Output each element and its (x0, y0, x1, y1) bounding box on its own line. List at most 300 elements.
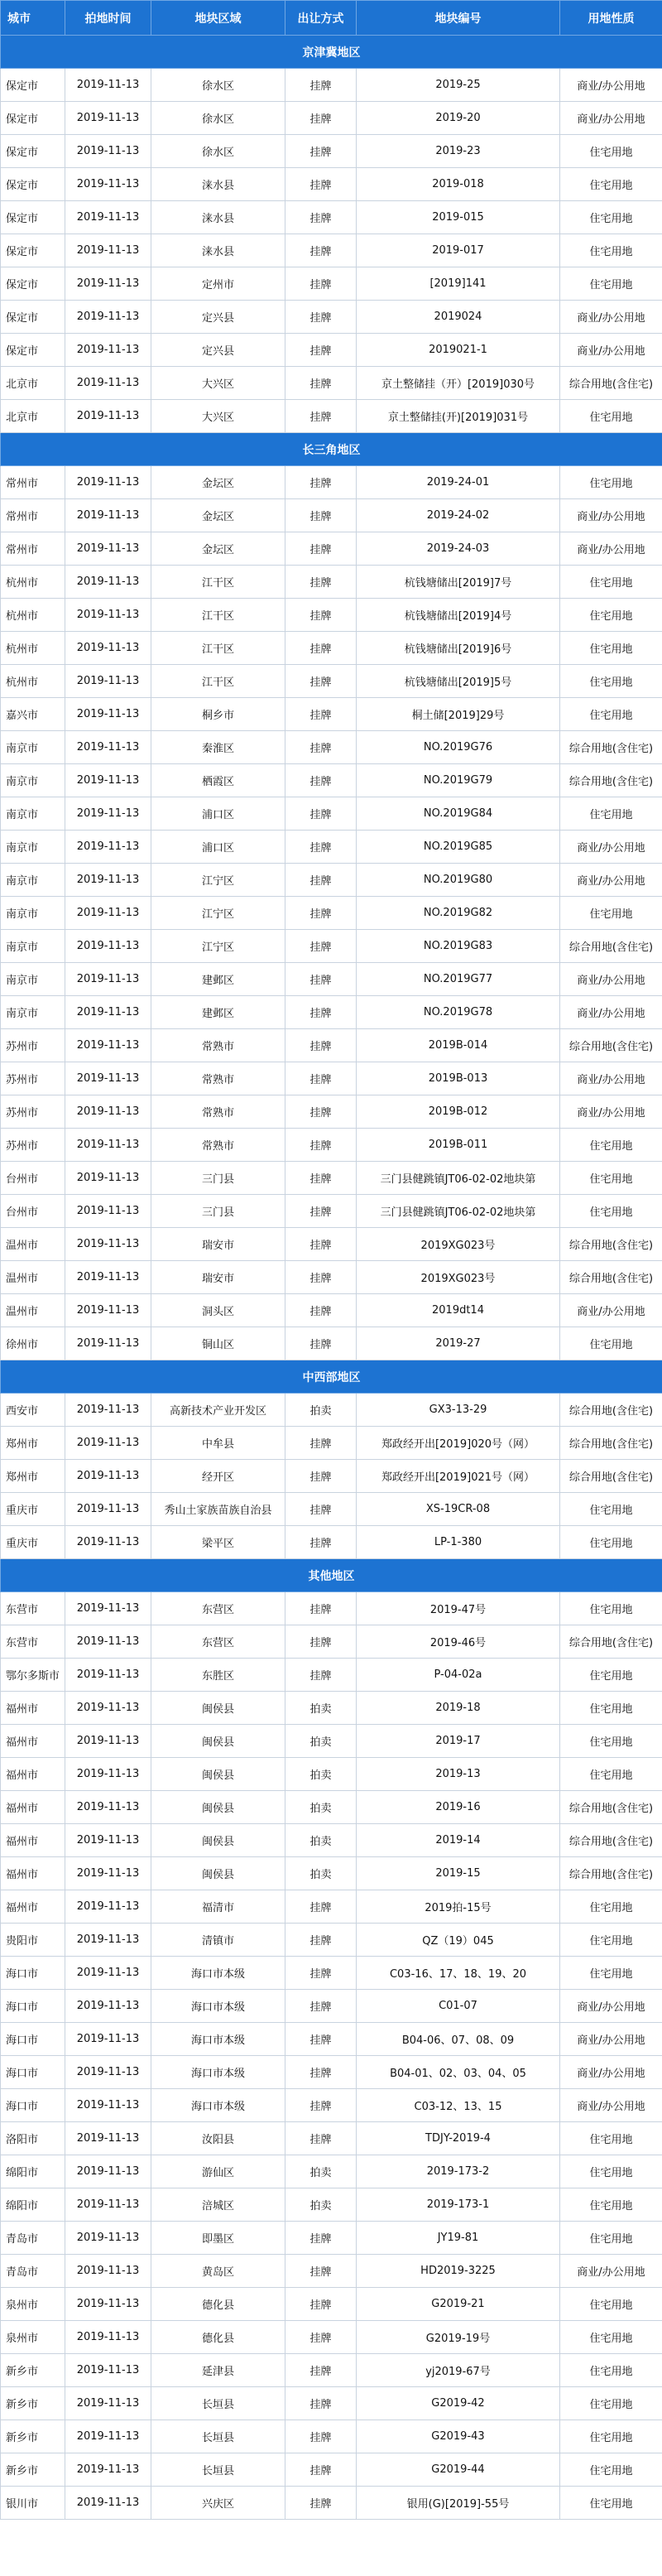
land-use-cell: 住宅用地 (560, 1692, 662, 1725)
land-use-cell: 商业/办公用地 (560, 301, 662, 334)
city-cell: 保定市 (1, 201, 65, 234)
city-cell: 重庆市 (1, 1526, 65, 1559)
district-cell: 涞水县 (151, 201, 285, 234)
table-row (1, 1924, 662, 1957)
land-use-cell: 住宅用地 (560, 2453, 662, 2487)
district-cell: 金坛区 (151, 499, 285, 532)
table-row (1, 1990, 662, 2023)
district-cell: 江干区 (151, 566, 285, 599)
district-cell: 常熟市 (151, 1062, 285, 1095)
date-cell: 2019-11-13 (65, 1062, 151, 1095)
city-cell: 泉州市 (1, 2321, 65, 2354)
method-cell: 挂牌 (285, 864, 357, 897)
city-cell: 温州市 (1, 1261, 65, 1294)
city-cell: 温州市 (1, 1294, 65, 1327)
land-use-cell: 住宅用地 (560, 1890, 662, 1924)
district-cell: 瑞安市 (151, 1228, 285, 1261)
date-cell: 2019-11-13 (65, 1327, 151, 1360)
table-row (1, 2188, 662, 2222)
district-cell: 涪城区 (151, 2188, 285, 2222)
city-cell: 南京市 (1, 731, 65, 764)
section-header-row (1, 1360, 662, 1394)
date-cell: 2019-11-13 (65, 1294, 151, 1327)
date-cell: 2019-11-13 (65, 665, 151, 698)
city-cell: 保定市 (1, 69, 65, 102)
date-cell: 2019-11-13 (65, 797, 151, 831)
plot-number-cell: 杭钱塘储出[2019]6号 (357, 632, 560, 665)
date-cell: 2019-11-13 (65, 466, 151, 499)
date-cell: 2019-11-13 (65, 2023, 151, 2056)
method-cell: 挂牌 (285, 499, 357, 532)
district-cell: 常熟市 (151, 1029, 285, 1062)
land-use-cell: 住宅用地 (560, 267, 662, 301)
plot-number-cell: 2019-20 (357, 102, 560, 135)
district-cell: 桐乡市 (151, 698, 285, 731)
date-cell: 2019-11-13 (65, 301, 151, 334)
table-row (1, 1460, 662, 1493)
plot-number-cell: 三门县健跳镇JT06-02-02地块第 (357, 1162, 560, 1195)
date-cell: 2019-11-13 (65, 632, 151, 665)
plot-number-cell: 2019-018 (357, 168, 560, 201)
land-use-cell: 住宅用地 (560, 2288, 662, 2321)
land-use-cell: 住宅用地 (560, 566, 662, 599)
city-cell: 东营市 (1, 1592, 65, 1625)
plot-number-cell: 2019B-011 (357, 1129, 560, 1162)
section-header-row (1, 433, 662, 466)
table-row (1, 1095, 662, 1129)
district-cell: 三门县 (151, 1162, 285, 1195)
district-cell: 汝阳县 (151, 2122, 285, 2155)
land-use-cell: 综合用地(含住宅) (560, 1460, 662, 1493)
land-use-cell: 商业/办公用地 (560, 1990, 662, 2023)
method-cell: 拍卖 (285, 1791, 357, 1824)
table-row (1, 2453, 662, 2487)
land-use-cell: 商业/办公用地 (560, 963, 662, 996)
method-cell: 挂牌 (285, 897, 357, 930)
land-use-cell: 住宅用地 (560, 466, 662, 499)
district-cell: 栖霞区 (151, 764, 285, 797)
section-title: 中西部地区 (1, 1360, 662, 1394)
date-cell: 2019-11-13 (65, 1725, 151, 1758)
plot-number-cell: 2019-13 (357, 1758, 560, 1791)
land-use-cell: 商业/办公用地 (560, 1062, 662, 1095)
land-use-cell: 综合用地(含住宅) (560, 1394, 662, 1427)
district-cell: 洞头区 (151, 1294, 285, 1327)
method-cell: 挂牌 (285, 1195, 357, 1228)
district-cell: 福清市 (151, 1890, 285, 1924)
table-row (1, 1592, 662, 1625)
district-cell: 江干区 (151, 599, 285, 632)
method-cell: 挂牌 (285, 69, 357, 102)
city-cell: 海口市 (1, 1990, 65, 2023)
district-cell: 定州市 (151, 267, 285, 301)
method-cell: 挂牌 (285, 698, 357, 731)
section-title: 其他地区 (1, 1559, 662, 1592)
date-cell: 2019-11-13 (65, 2056, 151, 2089)
method-cell: 拍卖 (285, 1857, 357, 1890)
district-cell: 常熟市 (151, 1095, 285, 1129)
plot-number-cell: NO.2019G78 (357, 996, 560, 1029)
city-cell: 重庆市 (1, 1493, 65, 1526)
land-use-cell: 综合用地(含住宅) (560, 1625, 662, 1659)
table-row (1, 532, 662, 566)
table-row (1, 2321, 662, 2354)
header-method: 出让方式 (285, 1, 357, 36)
method-cell: 挂牌 (285, 1162, 357, 1195)
land-use-cell: 住宅用地 (560, 1592, 662, 1625)
district-cell: 常熟市 (151, 1129, 285, 1162)
plot-number-cell: 2019-17 (357, 1725, 560, 1758)
date-cell: 2019-11-13 (65, 2222, 151, 2255)
city-cell: 新乡市 (1, 2453, 65, 2487)
table-row (1, 963, 662, 996)
district-cell: 江宁区 (151, 897, 285, 930)
land-use-cell: 住宅用地 (560, 1493, 662, 1526)
table-row (1, 731, 662, 764)
plot-number-cell: 2019B-014 (357, 1029, 560, 1062)
method-cell: 挂牌 (285, 1592, 357, 1625)
date-cell: 2019-11-13 (65, 2089, 151, 2122)
land-use-cell: 综合用地(含住宅) (560, 1261, 662, 1294)
plot-number-cell: 2019-23 (357, 135, 560, 168)
table-row (1, 1890, 662, 1924)
plot-number-cell: 2019-173-2 (357, 2155, 560, 2188)
method-cell: 挂牌 (285, 2420, 357, 2453)
section-title: 京津冀地区 (1, 36, 662, 69)
land-use-cell: 综合用地(含住宅) (560, 731, 662, 764)
land-use-cell: 住宅用地 (560, 897, 662, 930)
table-row (1, 1791, 662, 1824)
plot-number-cell: XS-19CR-08 (357, 1493, 560, 1526)
date-cell: 2019-11-13 (65, 1957, 151, 1990)
method-cell: 挂牌 (285, 1129, 357, 1162)
table-row (1, 2420, 662, 2453)
land-use-cell: 商业/办公用地 (560, 2089, 662, 2122)
land-use-cell: 商业/办公用地 (560, 334, 662, 367)
land-use-cell: 综合用地(含住宅) (560, 1427, 662, 1460)
date-cell: 2019-11-13 (65, 334, 151, 367)
date-cell: 2019-11-13 (65, 532, 151, 566)
land-use-cell: 住宅用地 (560, 2487, 662, 2520)
table-row (1, 1493, 662, 1526)
land-use-cell: 住宅用地 (560, 698, 662, 731)
method-cell: 挂牌 (285, 566, 357, 599)
district-cell: 东胜区 (151, 1659, 285, 1692)
date-cell: 2019-11-13 (65, 2354, 151, 2387)
plot-number-cell: HD2019-3225 (357, 2255, 560, 2288)
city-cell: 杭州市 (1, 599, 65, 632)
district-cell: 浦口区 (151, 831, 285, 864)
district-cell: 定兴县 (151, 334, 285, 367)
plot-number-cell: TDJY-2019-4 (357, 2122, 560, 2155)
method-cell: 挂牌 (285, 2222, 357, 2255)
city-cell: 海口市 (1, 2023, 65, 2056)
method-cell: 挂牌 (285, 2122, 357, 2155)
district-cell: 中牟县 (151, 1427, 285, 1460)
method-cell: 挂牌 (285, 1294, 357, 1327)
city-cell: 南京市 (1, 797, 65, 831)
land-use-cell: 住宅用地 (560, 2321, 662, 2354)
district-cell: 浦口区 (151, 797, 285, 831)
table-row (1, 1394, 662, 1427)
plot-number-cell: 2019拍-15号 (357, 1890, 560, 1924)
district-cell: 即墨区 (151, 2222, 285, 2255)
district-cell: 闽侯县 (151, 1725, 285, 1758)
district-cell: 兴庆区 (151, 2487, 285, 2520)
method-cell: 挂牌 (285, 2255, 357, 2288)
method-cell: 挂牌 (285, 831, 357, 864)
date-cell: 2019-11-13 (65, 1394, 151, 1427)
city-cell: 福州市 (1, 1725, 65, 1758)
method-cell: 拍卖 (285, 2155, 357, 2188)
date-cell: 2019-11-13 (65, 2420, 151, 2453)
table-row (1, 2387, 662, 2420)
table-row (1, 301, 662, 334)
method-cell: 挂牌 (285, 1990, 357, 2023)
land-use-cell: 住宅用地 (560, 1924, 662, 1957)
city-cell: 绵阳市 (1, 2188, 65, 2222)
plot-number-cell: 2019-18 (357, 1692, 560, 1725)
method-cell: 挂牌 (285, 334, 357, 367)
plot-number-cell: 2019-14 (357, 1824, 560, 1857)
district-cell: 梁平区 (151, 1526, 285, 1559)
table-row (1, 2354, 662, 2387)
date-cell: 2019-11-13 (65, 599, 151, 632)
city-cell: 南京市 (1, 930, 65, 963)
date-cell: 2019-11-13 (65, 499, 151, 532)
district-cell: 闽侯县 (151, 1857, 285, 1890)
table-row (1, 1659, 662, 1692)
district-cell: 东营区 (151, 1625, 285, 1659)
land-use-cell: 住宅用地 (560, 168, 662, 201)
date-cell: 2019-11-13 (65, 2387, 151, 2420)
city-cell: 福州市 (1, 1692, 65, 1725)
land-use-cell: 住宅用地 (560, 1327, 662, 1360)
district-cell: 海口市本级 (151, 1990, 285, 2023)
land-use-cell: 住宅用地 (560, 1758, 662, 1791)
method-cell: 拍卖 (285, 1692, 357, 1725)
land-use-cell: 商业/办公用地 (560, 2056, 662, 2089)
table-row (1, 2487, 662, 2520)
table-row (1, 69, 662, 102)
date-cell: 2019-11-13 (65, 135, 151, 168)
plot-number-cell: 2019dt14 (357, 1294, 560, 1327)
table-row (1, 1625, 662, 1659)
city-cell: 温州市 (1, 1228, 65, 1261)
district-cell: 德化县 (151, 2288, 285, 2321)
city-cell: 苏州市 (1, 1062, 65, 1095)
land-use-cell: 住宅用地 (560, 797, 662, 831)
table-row (1, 1526, 662, 1559)
land-use-cell: 综合用地(含住宅) (560, 1029, 662, 1062)
district-cell: 定兴县 (151, 301, 285, 334)
city-cell: 常州市 (1, 499, 65, 532)
date-cell: 2019-11-13 (65, 400, 151, 433)
city-cell: 南京市 (1, 831, 65, 864)
table-row (1, 2155, 662, 2188)
plot-number-cell: NO.2019G76 (357, 731, 560, 764)
date-cell: 2019-11-13 (65, 1427, 151, 1460)
city-cell: 保定市 (1, 168, 65, 201)
plot-number-cell: 桐土储[2019]29号 (357, 698, 560, 731)
header-row (1, 1, 662, 36)
date-cell: 2019-11-13 (65, 698, 151, 731)
district-cell: 黄岛区 (151, 2255, 285, 2288)
date-cell: 2019-11-13 (65, 1129, 151, 1162)
date-cell: 2019-11-13 (65, 1095, 151, 1129)
land-use-cell: 商业/办公用地 (560, 831, 662, 864)
city-cell: 泉州市 (1, 2288, 65, 2321)
district-cell: 清镇市 (151, 1924, 285, 1957)
plot-number-cell: P-04-02a (357, 1659, 560, 1692)
city-cell: 东营市 (1, 1625, 65, 1659)
district-cell: 延津县 (151, 2354, 285, 2387)
city-cell: 北京市 (1, 367, 65, 400)
plot-number-cell: 2019-47号 (357, 1592, 560, 1625)
district-cell: 铜山区 (151, 1327, 285, 1360)
date-cell: 2019-11-13 (65, 996, 151, 1029)
method-cell: 挂牌 (285, 1625, 357, 1659)
method-cell: 挂牌 (285, 234, 357, 267)
table-row (1, 2222, 662, 2255)
plot-number-cell: NO.2019G82 (357, 897, 560, 930)
city-cell: 保定市 (1, 334, 65, 367)
method-cell: 挂牌 (285, 2487, 357, 2520)
method-cell: 挂牌 (285, 1327, 357, 1360)
district-cell: 建邺区 (151, 963, 285, 996)
land-use-cell: 综合用地(含住宅) (560, 1791, 662, 1824)
table-row (1, 897, 662, 930)
method-cell: 挂牌 (285, 301, 357, 334)
plot-number-cell: 郑政经开出[2019]021号（网） (357, 1460, 560, 1493)
table-row (1, 168, 662, 201)
district-cell: 瑞安市 (151, 1261, 285, 1294)
plot-number-cell: NO.2019G80 (357, 864, 560, 897)
date-cell: 2019-11-13 (65, 1990, 151, 2023)
city-cell: 台州市 (1, 1162, 65, 1195)
land-use-cell: 住宅用地 (560, 2188, 662, 2222)
date-cell: 2019-11-13 (65, 2155, 151, 2188)
district-cell: 闽侯县 (151, 1692, 285, 1725)
plot-number-cell: QZ（19）045 (357, 1924, 560, 1957)
plot-number-cell: 2019-24-03 (357, 532, 560, 566)
method-cell: 挂牌 (285, 135, 357, 168)
date-cell: 2019-11-13 (65, 1526, 151, 1559)
date-cell: 2019-11-13 (65, 2321, 151, 2354)
city-cell: 洛阳市 (1, 2122, 65, 2155)
plot-number-cell: JY19-81 (357, 2222, 560, 2255)
district-cell: 闽侯县 (151, 1791, 285, 1824)
city-cell: 保定市 (1, 267, 65, 301)
method-cell: 挂牌 (285, 1261, 357, 1294)
date-cell: 2019-11-13 (65, 234, 151, 267)
table-row (1, 632, 662, 665)
land-use-cell: 商业/办公用地 (560, 1294, 662, 1327)
land-use-cell: 商业/办公用地 (560, 864, 662, 897)
date-cell: 2019-11-13 (65, 1592, 151, 1625)
table-row (1, 996, 662, 1029)
method-cell: 挂牌 (285, 731, 357, 764)
table-row (1, 864, 662, 897)
district-cell: 东营区 (151, 1592, 285, 1625)
plot-number-cell: NO.2019G79 (357, 764, 560, 797)
table-row (1, 1758, 662, 1791)
header-plot-number: 地块编号 (357, 1, 560, 36)
city-cell: 保定市 (1, 234, 65, 267)
city-cell: 郑州市 (1, 1427, 65, 1460)
method-cell: 挂牌 (285, 1924, 357, 1957)
table-row (1, 599, 662, 632)
date-cell: 2019-11-13 (65, 69, 151, 102)
land-use-cell: 住宅用地 (560, 2222, 662, 2255)
plot-number-cell: 京土整储挂（开）[2019]030号 (357, 367, 560, 400)
land-use-cell: 住宅用地 (560, 1195, 662, 1228)
city-cell: 台州市 (1, 1195, 65, 1228)
method-cell: 挂牌 (285, 963, 357, 996)
land-use-cell: 住宅用地 (560, 599, 662, 632)
land-use-cell: 住宅用地 (560, 234, 662, 267)
table-row (1, 1725, 662, 1758)
method-cell: 挂牌 (285, 2321, 357, 2354)
district-cell: 江干区 (151, 632, 285, 665)
table-row (1, 1327, 662, 1360)
table-row (1, 102, 662, 135)
table-row (1, 665, 662, 698)
land-use-cell: 综合用地(含住宅) (560, 1857, 662, 1890)
land-use-cell: 商业/办公用地 (560, 102, 662, 135)
header-date: 拍地时间 (65, 1, 151, 36)
land-use-cell: 商业/办公用地 (560, 499, 662, 532)
land-use-cell: 商业/办公用地 (560, 532, 662, 566)
district-cell: 高新技术产业开发区 (151, 1394, 285, 1427)
land-use-cell: 商业/办公用地 (560, 2255, 662, 2288)
date-cell: 2019-11-13 (65, 2453, 151, 2487)
land-use-cell: 住宅用地 (560, 400, 662, 433)
table-row (1, 1692, 662, 1725)
land-use-cell: 综合用地(含住宅) (560, 1824, 662, 1857)
method-cell: 拍卖 (285, 1394, 357, 1427)
date-cell: 2019-11-13 (65, 963, 151, 996)
plot-number-cell: C01-07 (357, 1990, 560, 2023)
method-cell: 挂牌 (285, 2288, 357, 2321)
table-row (1, 1029, 662, 1062)
land-use-cell: 住宅用地 (560, 2122, 662, 2155)
district-cell: 涞水县 (151, 234, 285, 267)
date-cell: 2019-11-13 (65, 930, 151, 963)
land-use-cell: 住宅用地 (560, 2155, 662, 2188)
district-cell: 金坛区 (151, 466, 285, 499)
method-cell: 挂牌 (285, 665, 357, 698)
table-row (1, 930, 662, 963)
table-row (1, 1957, 662, 1990)
date-cell: 2019-11-13 (65, 2288, 151, 2321)
date-cell: 2019-11-13 (65, 764, 151, 797)
date-cell: 2019-11-13 (65, 566, 151, 599)
plot-number-cell: [2019]141 (357, 267, 560, 301)
method-cell: 挂牌 (285, 2453, 357, 2487)
table-row (1, 1162, 662, 1195)
date-cell: 2019-11-13 (65, 1493, 151, 1526)
land-use-cell: 住宅用地 (560, 1725, 662, 1758)
district-cell: 涞水县 (151, 168, 285, 201)
land-use-cell: 综合用地(含住宅) (560, 930, 662, 963)
city-cell: 苏州市 (1, 1095, 65, 1129)
date-cell: 2019-11-13 (65, 2122, 151, 2155)
plot-number-cell: 郑政经开出[2019]020号（网） (357, 1427, 560, 1460)
city-cell: 南京市 (1, 764, 65, 797)
city-cell: 绵阳市 (1, 2155, 65, 2188)
method-cell: 挂牌 (285, 1029, 357, 1062)
